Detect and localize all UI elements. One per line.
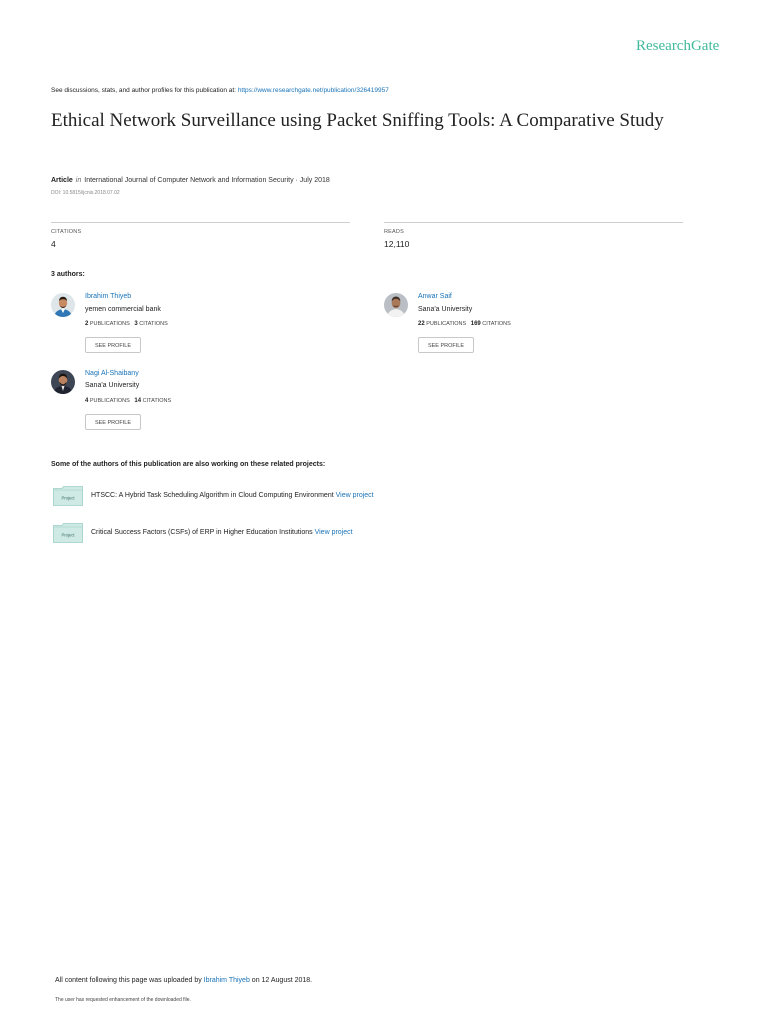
avatar-nagi-al-shaibany[interactable] — [51, 370, 75, 394]
upload-date: on 12 August 2018. — [251, 977, 313, 984]
author-name-link[interactable]: Ibrahim Thiyeb — [85, 293, 132, 300]
citations-count: 169 — [470, 321, 481, 327]
paper-title: Ethical Network Surveillance using Packet Sniffing Tools: A Comparative Study — [51, 110, 664, 131]
publication-url-link[interactable]: https://www.researchgate.net/publication/326419957 — [237, 87, 389, 94]
reads-label: READS — [384, 229, 404, 235]
publications-label: PUBLICATIONS — [426, 321, 467, 327]
project-item — [91, 492, 374, 499]
in-word: in — [75, 177, 82, 184]
publications-count: 2 — [85, 321, 89, 327]
author-name-link[interactable]: Anwar Saif — [418, 293, 452, 300]
citations-count: 14 — [134, 398, 142, 404]
author-institution: yemen commercial bank — [85, 306, 161, 313]
project-folder-icon[interactable] — [53, 486, 83, 506]
article-type: Article — [51, 177, 73, 184]
see-profile-button[interactable]: SEE PROFILE — [85, 414, 141, 430]
citations-count: 4 — [51, 239, 56, 249]
citations-label: CITATIONS — [139, 321, 168, 327]
author-stats — [85, 321, 168, 327]
uploader-link[interactable]: Ibrahim Thiyeb — [203, 977, 250, 984]
citations-label: CITATIONS — [482, 321, 511, 327]
project-icon-label: Project — [61, 532, 75, 538]
upload-note — [55, 977, 312, 984]
project-title: HTSCC: A Hybrid Task Scheduling Algorithm in Cloud Computing Environment — [91, 492, 334, 499]
journal-venue: International Journal of Computer Network and Information Security · July 2018 — [84, 177, 330, 184]
see-discussions-text: See discussions, stats, and author profiles for this publication at: — [51, 87, 236, 94]
doi: DOI: 10.5815/ijcnis.2018.07.02 — [51, 190, 120, 196]
see-profile-button[interactable]: SEE PROFILE — [418, 337, 474, 353]
view-project-link[interactable]: View project — [314, 529, 353, 536]
upload-prefix: All content following this page was uploaded by — [55, 977, 202, 984]
project-folder-icon[interactable] — [53, 523, 83, 543]
citations-label: CITATIONS — [142, 398, 172, 404]
see-profile-button[interactable]: SEE PROFILE — [85, 337, 141, 353]
paper-meta — [51, 177, 330, 184]
publications-label: PUBLICATIONS — [89, 398, 130, 404]
enhancement-note: The user has requested enhancement of the downloaded file. — [55, 997, 191, 1003]
project-title: Critical Success Factors (CSFs) of ERP in Higher Education Institutions — [91, 529, 313, 536]
author-stats — [85, 398, 171, 404]
citations-divider — [51, 222, 350, 223]
researchgate-logo[interactable]: ResearchGate — [636, 38, 720, 54]
publications-label: PUBLICATIONS — [89, 321, 130, 327]
related-projects-heading: Some of the authors of this publication are also working on these related projects: — [51, 461, 326, 468]
author-name-link[interactable]: Nagi Al-Shaibany — [85, 370, 139, 377]
authors-heading: 3 authors: — [51, 271, 85, 278]
avatar-anwar-saif[interactable] — [384, 293, 408, 317]
publications-count: 4 — [85, 398, 89, 404]
publications-count: 22 — [418, 321, 425, 327]
author-stats — [418, 321, 511, 327]
view-project-link[interactable]: View project — [335, 492, 374, 499]
citations-count: 3 — [134, 321, 138, 327]
reads-count: 12,110 — [384, 239, 410, 249]
project-icon-label: Project — [61, 495, 75, 501]
see-discussions-line — [51, 87, 389, 94]
project-item — [91, 529, 353, 536]
author-institution: Sana'a University — [85, 382, 140, 389]
citations-label: CITATIONS — [51, 229, 82, 235]
avatar-ibrahim-thiyeb[interactable] — [51, 293, 75, 317]
author-institution: Sana'a University — [418, 306, 473, 313]
reads-divider — [384, 222, 683, 223]
